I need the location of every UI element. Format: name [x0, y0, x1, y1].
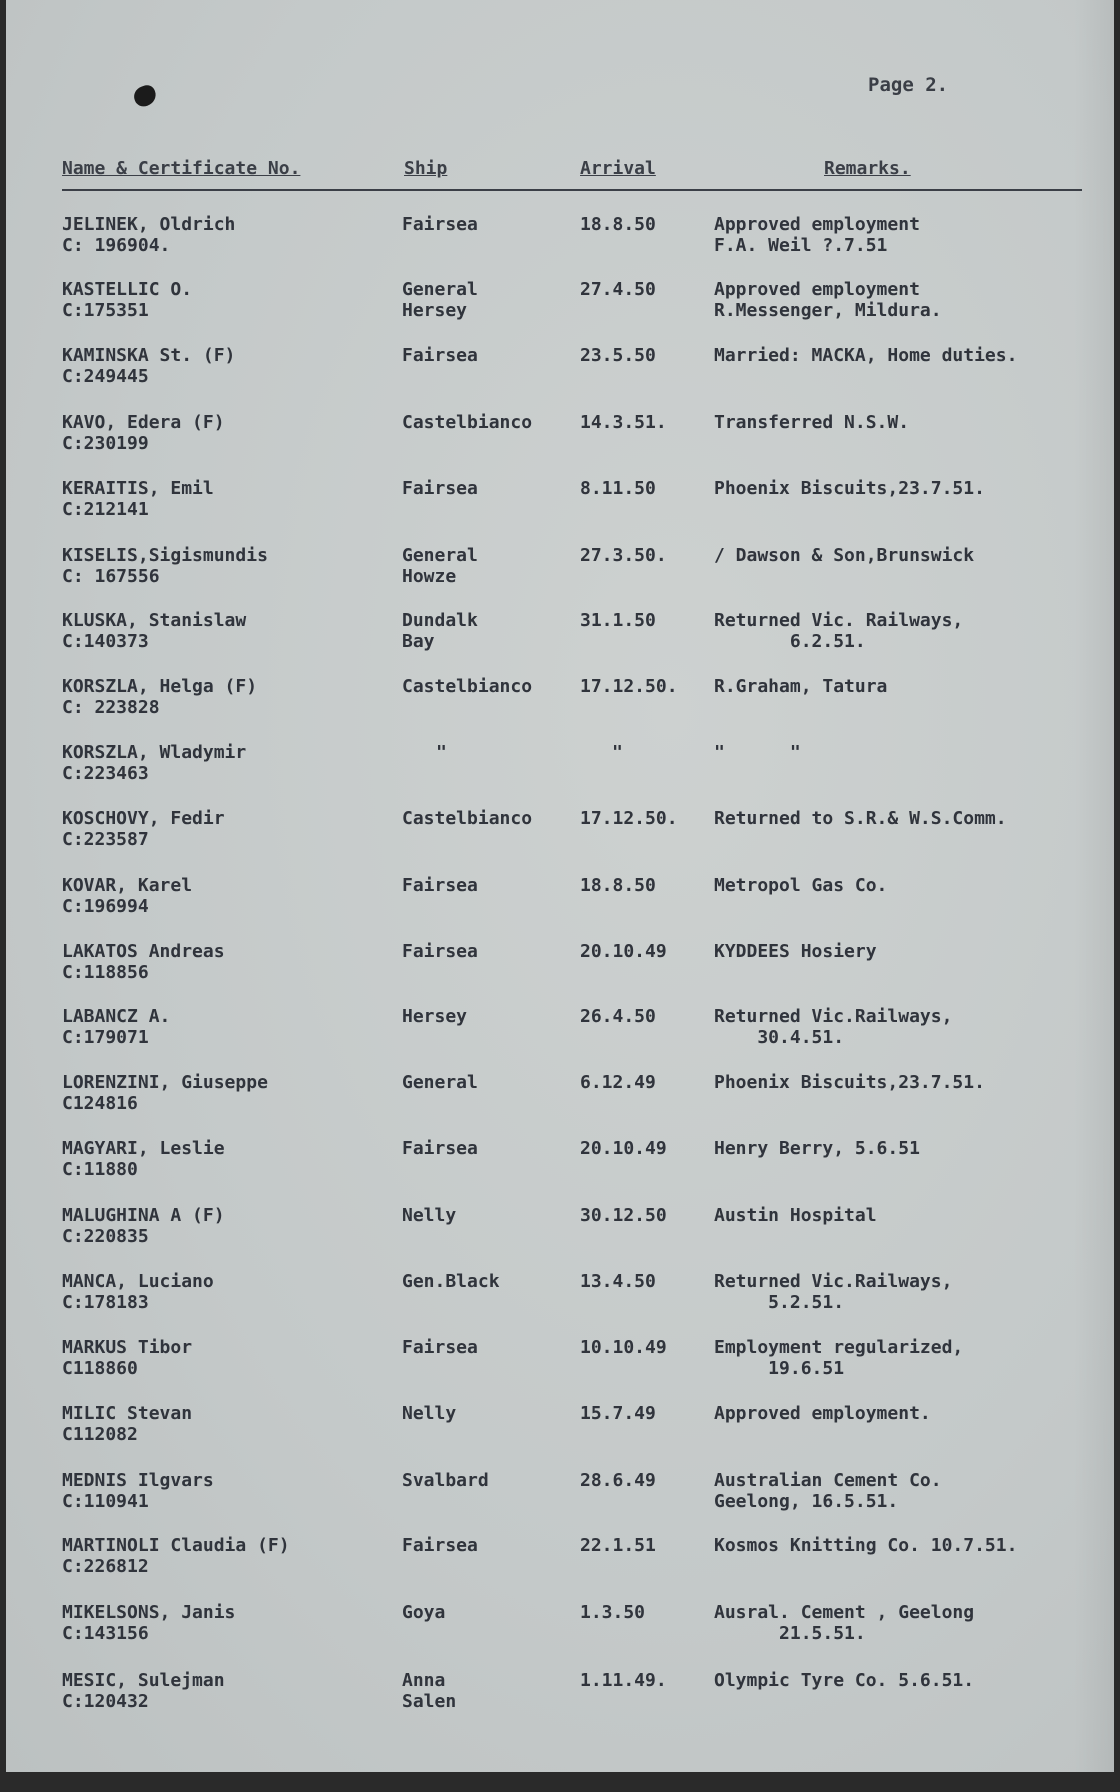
record-remarks: Approved employment R.Messenger, Mildura.	[714, 279, 942, 321]
record-remarks: Australian Cement Co. Geelong, 16.5.51.	[714, 1470, 942, 1512]
record-name-cell	[62, 1271, 214, 1313]
record-remarks: " "	[714, 742, 801, 763]
record-remarks: Returned Vic. Railways, 6.2.51.	[714, 610, 964, 652]
record-name-cell	[62, 941, 225, 983]
record-ship: Nelly	[402, 1403, 457, 1424]
record-ship: General	[402, 1072, 478, 1093]
record-certificate: C112082	[62, 1424, 138, 1445]
record-arrival: 27.4.50	[580, 279, 656, 300]
record-name: MAGYARI, Leslie	[62, 1138, 225, 1159]
record-ship: Fairsea	[402, 941, 478, 962]
record-name: JELINEK, Oldrich	[62, 214, 236, 235]
record-remarks: Kosmos Knitting Co. 10.7.51.	[714, 1535, 1018, 1556]
record-arrival: 20.10.49	[580, 941, 667, 962]
record-name-cell	[62, 875, 192, 917]
record-name-cell	[62, 1403, 192, 1445]
record-arrival: 13.4.50	[580, 1271, 656, 1292]
record-name-cell	[62, 214, 235, 256]
record-name-cell	[62, 808, 225, 850]
record-certificate: C:118856	[62, 962, 149, 983]
record-ship: Fairsea	[402, 478, 478, 499]
record-ship: Fairsea	[402, 1535, 478, 1556]
record-remarks: Phoenix Biscuits,23.7.51.	[714, 1072, 985, 1093]
record-arrival: 31.1.50	[580, 610, 656, 631]
record-ship: Anna Salen	[402, 1670, 457, 1712]
record-name-cell	[62, 279, 192, 321]
record-certificate: C:110941	[62, 1491, 149, 1512]
record-ship: "	[436, 742, 447, 763]
record-name: LAKATOS Andreas	[62, 941, 225, 962]
record-arrival: 1.3.50	[580, 1602, 646, 1623]
record-name: KLUSKA, Stanislaw	[62, 610, 247, 631]
record-remarks: Returned Vic.Railways, 30.4.51.	[714, 1006, 953, 1048]
record-ship: General Hersey	[402, 279, 478, 321]
record-remarks: Approved employment F.A. Weil ?.7.51	[714, 214, 920, 256]
record-arrival: 17.12.50.	[580, 808, 678, 829]
record-ship: Fairsea	[402, 875, 478, 896]
record-ship: General Howze	[402, 545, 478, 587]
record-remarks: Returned Vic.Railways, 5.2.51.	[714, 1271, 953, 1313]
record-certificate: C:140373	[62, 631, 149, 652]
record-remarks: Returned to S.R.& W.S.Comm.	[714, 808, 1007, 829]
record-arrival: "	[612, 742, 623, 763]
record-arrival: 15.7.49	[580, 1403, 656, 1424]
header-ship: Ship	[404, 158, 448, 179]
record-arrival: 6.12.49	[580, 1072, 656, 1093]
record-certificate: C:223463	[62, 763, 149, 784]
record-name-cell	[62, 742, 246, 784]
record-name: MIKELSONS, Janis	[62, 1602, 236, 1623]
record-certificate: C:175351	[62, 300, 149, 321]
record-remarks: Olympic Tyre Co. 5.6.51.	[714, 1670, 975, 1691]
record-remarks: Henry Berry, 5.6.51	[714, 1138, 920, 1159]
record-certificate: C: 223828	[62, 697, 160, 718]
record-name: MANCA, Luciano	[62, 1271, 214, 1292]
record-name: KOVAR, Karel	[62, 875, 193, 896]
record-name-cell	[62, 1670, 225, 1712]
record-name-cell	[62, 545, 268, 587]
record-name: MARKUS Tibor	[62, 1337, 193, 1358]
record-name: KERAITIS, Emil	[62, 478, 214, 499]
record-name: LORENZINI, Giuseppe	[62, 1072, 268, 1093]
record-name: MARTINOLI Claudia (F)	[62, 1535, 290, 1556]
record-name-cell	[62, 478, 214, 520]
record-certificate: C:143156	[62, 1623, 149, 1644]
record-ship: Svalbard	[402, 1470, 489, 1491]
record-certificate: C:196994	[62, 896, 149, 917]
record-remarks: Austin Hospital	[714, 1205, 877, 1226]
record-ship: Fairsea	[402, 345, 478, 366]
record-remarks: KYDDEES Hosiery	[714, 941, 877, 962]
record-certificate: C:178183	[62, 1292, 149, 1313]
record-arrival: 30.12.50	[580, 1205, 667, 1226]
record-arrival: 23.5.50	[580, 345, 656, 366]
record-ship: Fairsea	[402, 1337, 478, 1358]
record-remarks: Employment regularized, 19.6.51	[714, 1337, 964, 1379]
record-remarks: / Dawson & Son,Brunswick	[714, 545, 975, 566]
record-arrival: 14.3.51.	[580, 412, 667, 433]
record-name: KISELIS,Sigismundis	[62, 545, 268, 566]
record-name-cell	[62, 610, 246, 652]
record-name: LABANCZ A.	[62, 1006, 171, 1027]
record-remarks: Married: MACKA, Home duties.	[714, 345, 1018, 366]
record-name-cell	[62, 1138, 225, 1180]
record-arrival: 8.11.50	[580, 478, 656, 499]
record-ship: Castelbianco	[402, 676, 533, 697]
record-arrival: 17.12.50.	[580, 676, 678, 697]
record-certificate: C118860	[62, 1358, 138, 1379]
record-name-cell	[62, 1535, 290, 1577]
record-name: KOSCHOVY, Fedir	[62, 808, 225, 829]
record-name: MEDNIS Ilgvars	[62, 1470, 214, 1491]
record-certificate: C: 167556	[62, 566, 160, 587]
header-arrival: Arrival	[580, 158, 656, 179]
record-arrival: 10.10.49	[580, 1337, 667, 1358]
record-remarks: Approved employment.	[714, 1403, 931, 1424]
record-certificate: C: 196904.	[62, 235, 171, 256]
record-name: KORSZLA, Wladymir	[62, 742, 247, 763]
record-ship: Goya	[402, 1602, 446, 1623]
record-ship: Fairsea	[402, 1138, 478, 1159]
header-remarks: Remarks.	[824, 158, 911, 179]
record-ship: Hersey	[402, 1006, 468, 1027]
record-arrival: 20.10.49	[580, 1138, 667, 1159]
record-name: KASTELLIC O.	[62, 279, 193, 300]
document-page	[6, 0, 1114, 1772]
record-ship: Fairsea	[402, 214, 478, 235]
record-ship: Castelbianco	[402, 412, 533, 433]
record-remarks: Transferred N.S.W.	[714, 412, 910, 433]
record-arrival: 27.3.50.	[580, 545, 667, 566]
page-edge-shadow	[1074, 0, 1114, 1772]
record-remarks: R.Graham, Tatura	[714, 676, 888, 697]
record-arrival: 22.1.51	[580, 1535, 656, 1556]
record-name-cell	[62, 1470, 214, 1512]
record-certificate: C:179071	[62, 1027, 149, 1048]
record-certificate: C:220835	[62, 1226, 149, 1247]
record-name-cell	[62, 1006, 170, 1048]
record-arrival: 26.4.50	[580, 1006, 656, 1027]
record-certificate: C:223587	[62, 829, 149, 850]
record-name-cell	[62, 1602, 235, 1644]
record-certificate: C:212141	[62, 499, 149, 520]
record-arrival: 1.11.49.	[580, 1670, 667, 1691]
record-name: MESIC, Sulejman	[62, 1670, 225, 1691]
record-name-cell	[62, 345, 235, 387]
record-name-cell	[62, 1072, 268, 1114]
record-remarks: Metropol Gas Co.	[714, 875, 888, 896]
record-name: KORSZLA, Helga (F)	[62, 676, 258, 697]
record-certificate: C:11880	[62, 1159, 138, 1180]
record-certificate: C:120432	[62, 1691, 149, 1712]
record-name: MALUGHINA A (F)	[62, 1205, 225, 1226]
record-certificate: C:249445	[62, 366, 149, 387]
record-certificate: C124816	[62, 1093, 138, 1114]
record-ship: Dundalk Bay	[402, 610, 478, 652]
record-arrival: 18.8.50	[580, 875, 656, 896]
record-name-cell	[62, 412, 225, 454]
record-ship: Castelbianco	[402, 808, 533, 829]
record-remarks: Phoenix Biscuits,23.7.51.	[714, 478, 985, 499]
record-name-cell	[62, 1205, 225, 1247]
record-name-cell	[62, 1337, 192, 1379]
record-name: KAMINSKA St. (F)	[62, 345, 236, 366]
record-remarks: Ausral. Cement , Geelong 21.5.51.	[714, 1602, 975, 1644]
record-certificate: C:226812	[62, 1556, 149, 1577]
record-ship: Nelly	[402, 1205, 457, 1226]
page-number: Page 2.	[868, 74, 949, 96]
record-name: KAVO, Edera (F)	[62, 412, 225, 433]
record-name: MILIC Stevan	[62, 1403, 193, 1424]
record-arrival: 28.6.49	[580, 1470, 656, 1491]
header-rule	[62, 189, 1082, 191]
record-name-cell	[62, 676, 257, 718]
header-name: Name & Certificate No.	[62, 158, 301, 179]
record-ship: Gen.Black	[402, 1271, 500, 1292]
punch-hole	[131, 83, 159, 109]
record-certificate: C:230199	[62, 433, 149, 454]
record-arrival: 18.8.50	[580, 214, 656, 235]
